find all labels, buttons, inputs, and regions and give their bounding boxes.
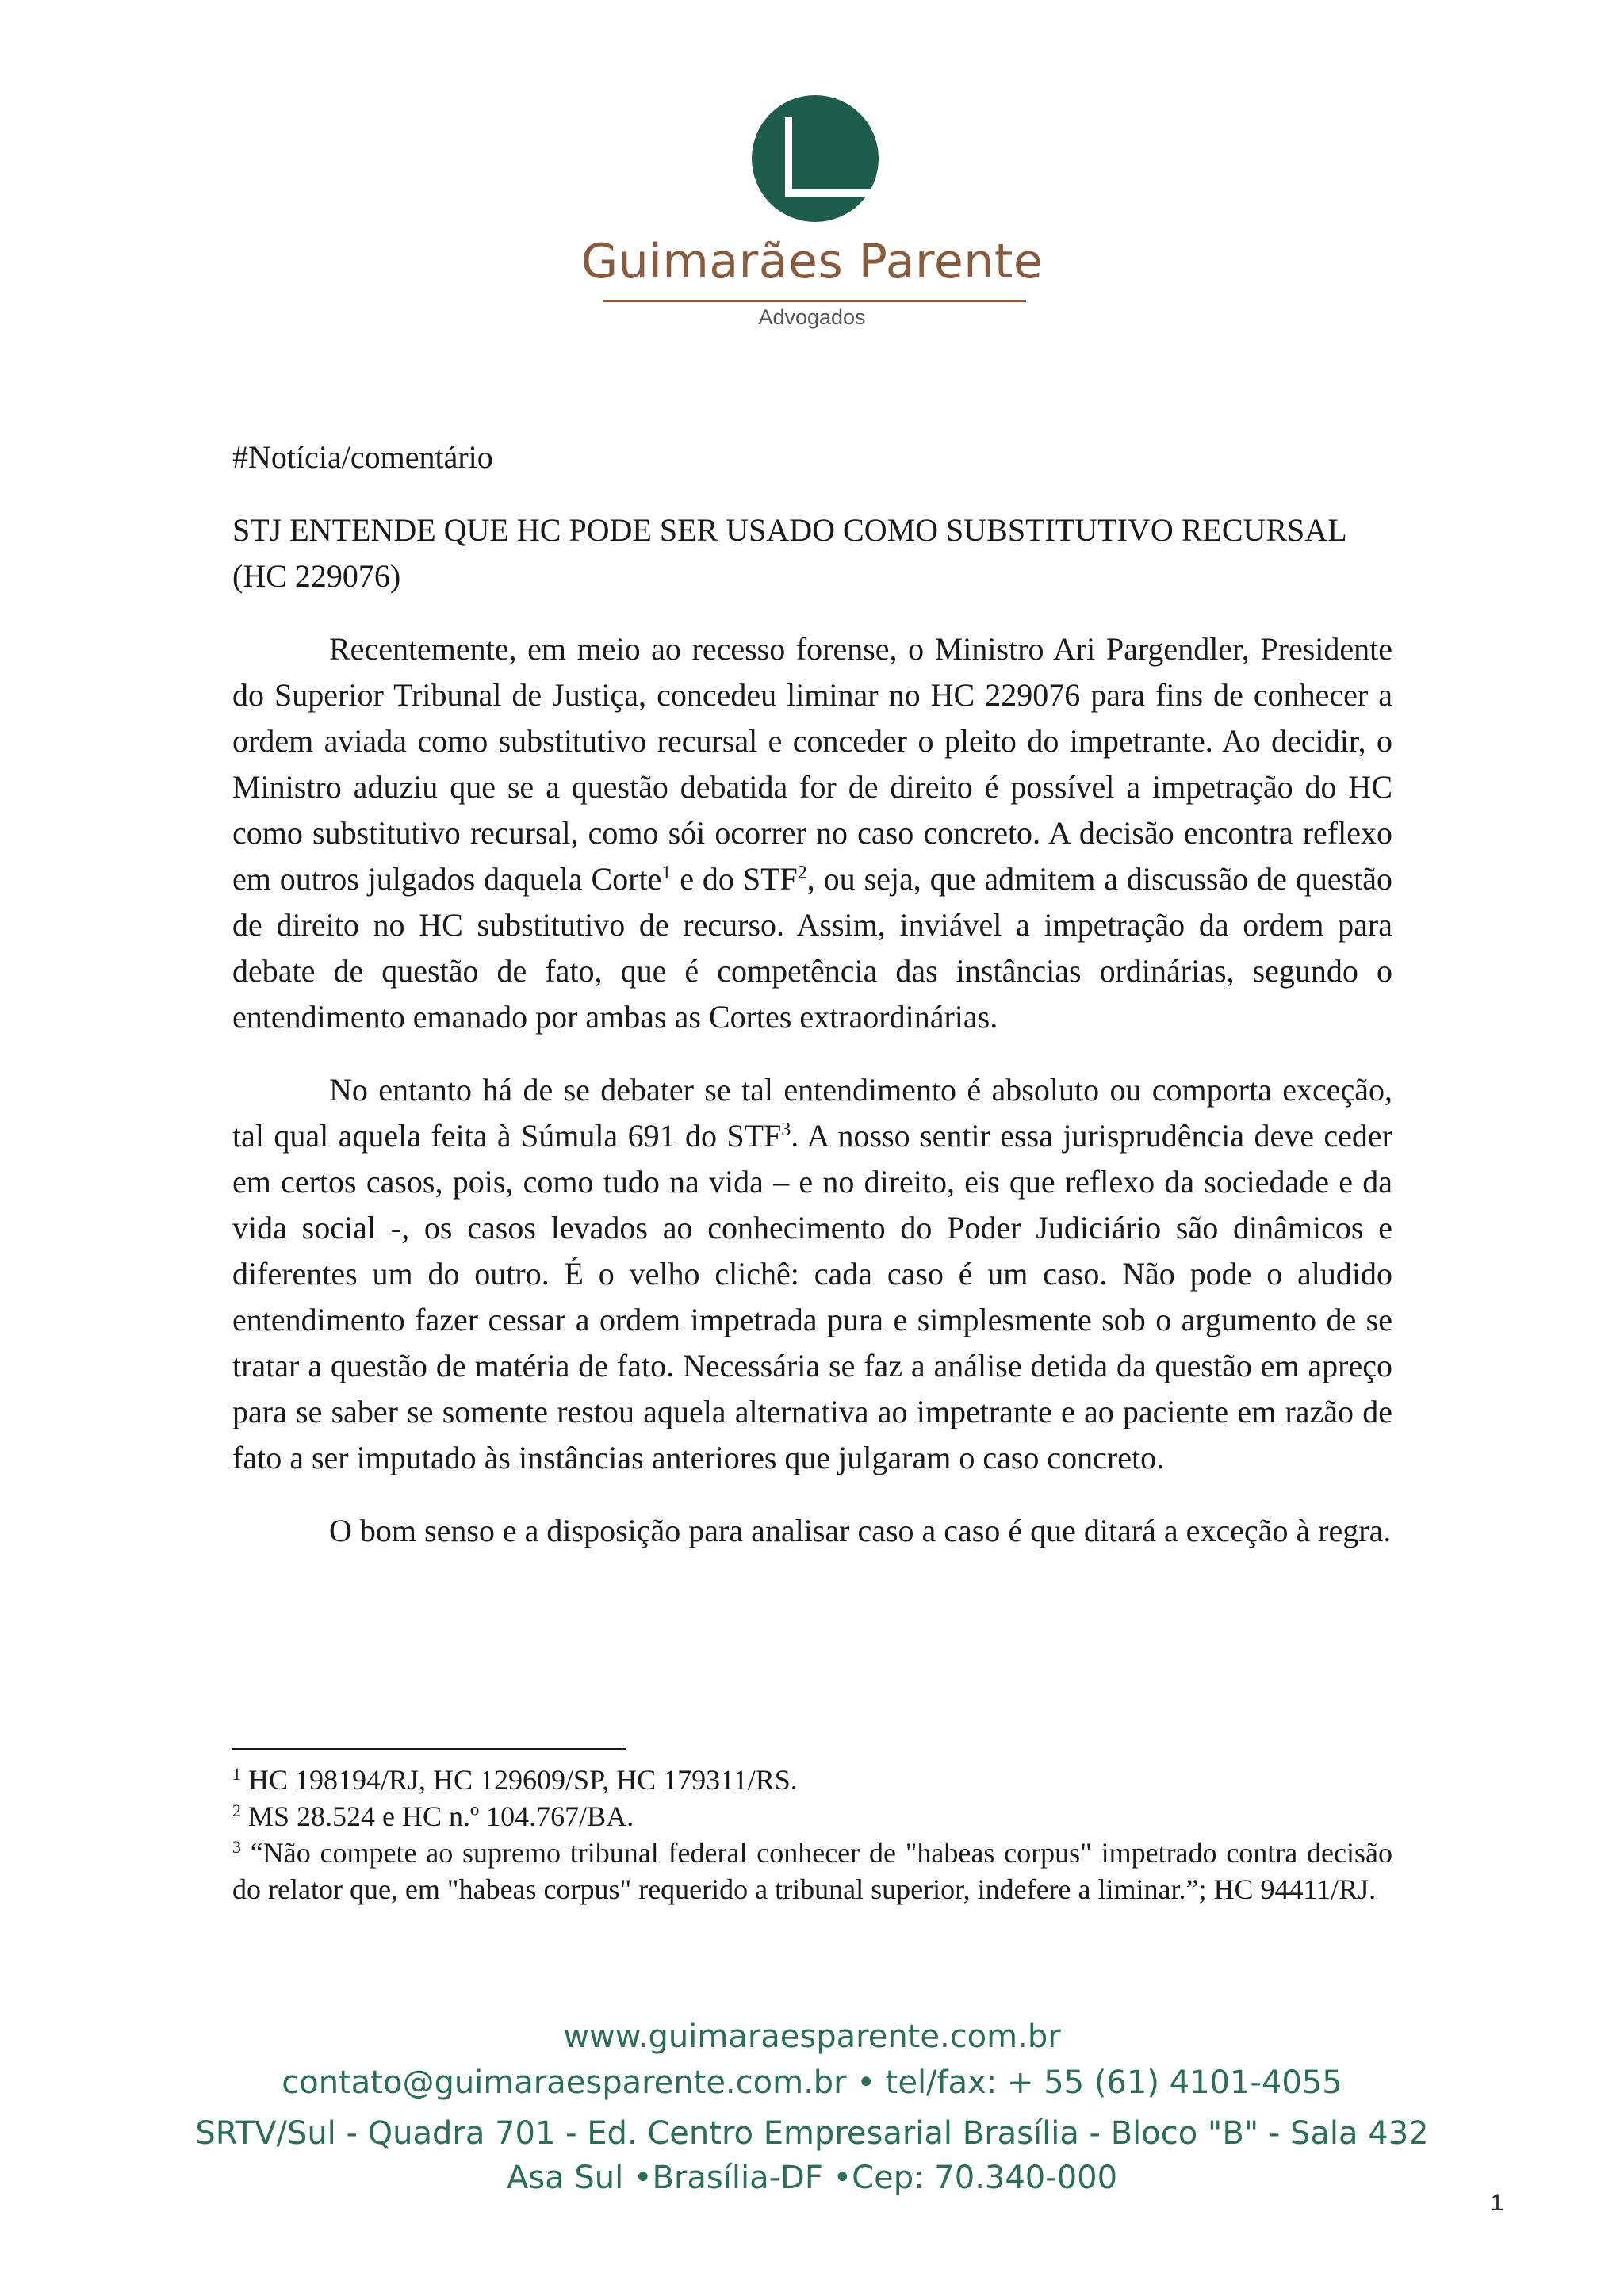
paragraph-1-part-b: e do STF	[671, 861, 798, 897]
footer-address-line-2: Asa Sul •Brasília-DF •Cep: 70.340-000	[506, 2160, 1118, 2196]
paragraph-3: O bom senso e a disposição para analisar caso a caso é que ditará a exceção à regra.	[329, 1513, 1392, 1548]
paragraph-2-part-a: No entanto há de se debater se tal entendimento é absoluto ou comporta exceção, tal qual aquela feita à Súmula 691 do STF	[232, 1072, 1392, 1154]
firm-subtitle: Advogados	[758, 305, 866, 329]
footnote-ref-3[interactable]: 3	[781, 1119, 791, 1140]
footnote-number: 3	[232, 1837, 241, 1857]
footnote-number: 1	[232, 1764, 241, 1784]
footnote-ref-1[interactable]: 1	[661, 863, 672, 883]
footnote-text: HC 198194/RJ, HC 129609/SP, HC 179311/RS.	[248, 1764, 798, 1796]
footnote-1	[232, 1762, 1392, 1798]
footnote-number: 2	[232, 1800, 241, 1820]
footnote-3	[232, 1835, 1392, 1908]
paragraph-1-part-c: , ou seja, que admitem a discussão de questão de direito no HC substitutivo de recurso. Assim, inviável a impetração da ordem para debate de questão de fato, que é competência das instâncias ordinárias, segundo o entendimento emanado por ambas as Cortes extraordinárias.	[232, 861, 1393, 1035]
paragraph-1	[232, 626, 1392, 1040]
document-body	[232, 434, 1392, 1554]
firm-logo-icon	[752, 95, 879, 222]
footnote-text: MS 28.524 e HC n.º 104.767/BA.	[248, 1800, 634, 1832]
paragraph-1-part-a: Recentemente, em meio ao recesso forense, o Ministro Ari Pargendler, Presidente do Superior Tribunal de Justiça, concedeu liminar no HC 229076 para fins de conhecer a ordem aviada como substitutivo recursal e conceder o pleito do impetrante. Ao decidir, o Ministro aduziu que se a questão debatida for de direito é possível a impetração do HC como substitutivo recursal, como sói ocorrer no caso concreto. A decisão encontra reflexo em outros julgados daquela Corte	[232, 631, 1392, 897]
news-tag: #Notícia/comentário	[232, 439, 493, 475]
footer-contact[interactable]: contato@guimaraesparente.com.br • tel/fax: + 55 (61) 4101-4055	[282, 2064, 1342, 2101]
footer-address-line-1: SRTV/Sul - Quadra 701 - Ed. Centro Empresarial Brasília - Bloco "B" - Sala 432	[195, 2115, 1429, 2152]
footnote-text: “Não compete ao supremo tribunal federal conhecer de "habeas corpus" impetrado contra decisão do relator que, em "habeas corpus" requerido a tribunal superior, indefere a liminar.”; HC 94411/RJ.	[232, 1837, 1393, 1905]
footnote-2	[232, 1798, 1392, 1835]
footer-website-link[interactable]: www.guimaraesparente.com.br	[563, 2019, 1061, 2055]
footnotes	[232, 1762, 1392, 1908]
paragraph-2-part-b: . A nosso sentir essa jurisprudência deve ceder em certos casos, pois, como tudo na vida – e no direito, eis que reflexo da sociedade e da vida social -, os casos levados ao conhecimento do Poder Judiciário são dinâmicos e diferentes um do outro. É o velho clichê: cada caso é um caso. Não pode o aludido entendimento fazer cessar a ordem impetrada pura e simplesmente sob o argumento de se tratar a questão de matéria de fato. Necessária se faz a análise detida da questão em apreço para se saber se somente restou aquela alternativa ao impetrante e ao paciente em razão de fato a ser imputado às instâncias anteriores que julgaram o caso concreto.	[232, 1118, 1392, 1475]
paragraph-2	[232, 1067, 1392, 1481]
firm-name: Guimarães Parente	[580, 234, 1044, 289]
footnote-ref-2[interactable]: 2	[797, 863, 807, 883]
headline: STJ ENTENDE QUE HC PODE SER USADO COMO SUBSTITUTIVO RECURSAL (HC 229076)	[232, 512, 1346, 594]
logo-divider	[603, 300, 1026, 302]
page-number: 1	[1490, 2190, 1504, 2216]
footnote-separator	[232, 1748, 626, 1750]
